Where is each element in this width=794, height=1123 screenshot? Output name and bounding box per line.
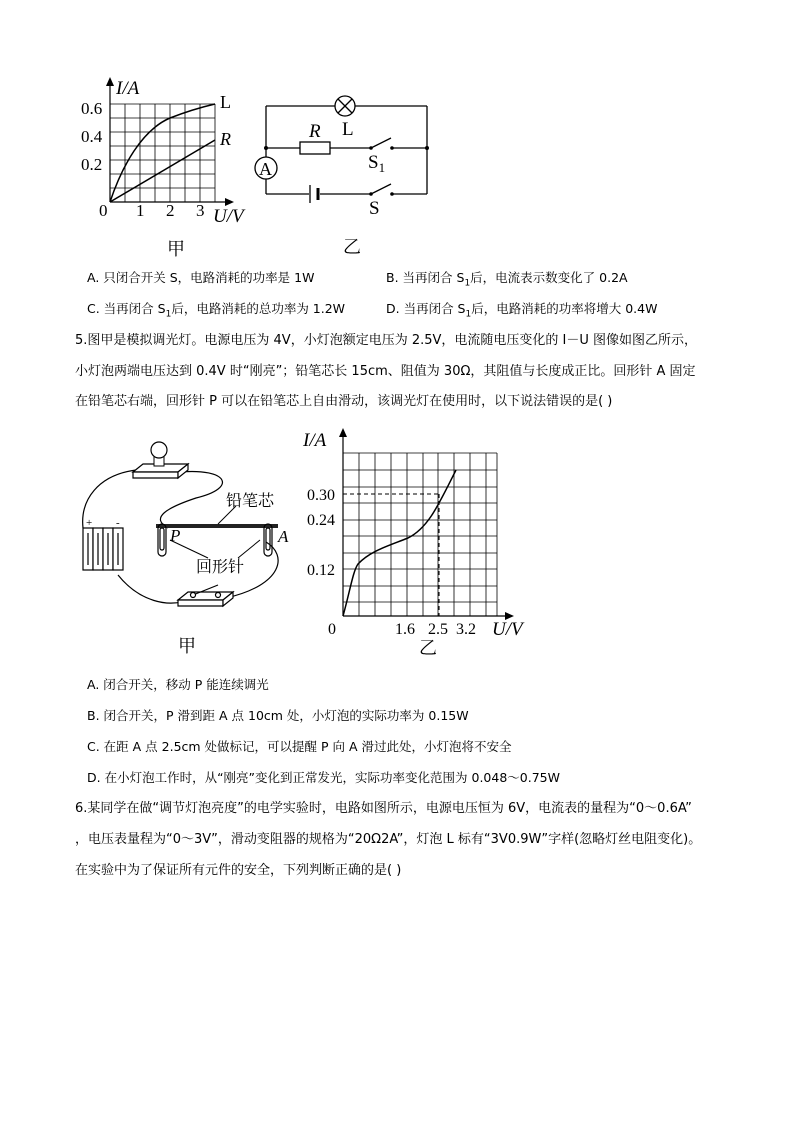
knife-switch-icon — [178, 585, 233, 606]
q5-graph-tick-y: 0.30 — [307, 487, 335, 504]
q5-graph-grid — [343, 453, 497, 616]
q5-stem-line: 在铅笔芯右端，回形针 P 可以在铅笔芯上自由滑动，该调光灯在使用时，以下说法错误的是( ) — [75, 394, 613, 409]
q4-lamp-symbol — [335, 96, 355, 116]
q5-stem-line: 小灯泡两端电压达到 0.4V 时“刚亮”；铅笔芯长 15cm、阻值为 30Ω，其阻值与长度成正比。回形针 A 固定 — [75, 364, 696, 379]
q4-graph-tick-y: 0.4 — [81, 127, 103, 146]
q4-graph-tick-x: 0 — [99, 201, 108, 220]
q4-option-c: C. 当再闭合 $S_1$后，电路消耗的总功率为 1.2W — [87, 301, 346, 320]
q4-graph-tick-x: 3 — [196, 201, 205, 220]
q5-graph-tick-y: 0.24 — [307, 512, 335, 529]
q5-clip-a-label: A — [278, 527, 289, 546]
q4-option-a: A. 只闭合开关 S，电路消耗的功率是 1W — [87, 270, 315, 285]
q5-graph-y-arrow — [339, 428, 347, 437]
q5-apparatus-jia — [78, 440, 308, 665]
q4-graph-grid — [110, 104, 215, 202]
q5-graph-tick-x: 3.2 — [456, 621, 476, 638]
q5-option-b: B. 闭合开关，P 滑到距 A 点 10cm 处，小灯泡的实际功率为 0.15W — [87, 708, 469, 723]
battery-pack-icon — [83, 528, 123, 570]
q4-graph-tick-x: 2 — [166, 201, 175, 220]
q5-fig-yi-caption: 乙 — [419, 638, 437, 658]
q4-graph-jia — [80, 72, 260, 262]
q5-graph-yi — [298, 426, 538, 658]
q5-graph-y-label: I/A — [303, 430, 327, 451]
q6-stem-line: 6.某同学在做“调节灯泡亮度”的电学实验时，电路如图所示，电源电压恒为 6V，电流表的量程为“0～0.6A” — [75, 801, 692, 816]
q5-graph-x-label: U/V — [492, 619, 523, 640]
q4-curve-l-label: L — [220, 92, 231, 112]
q4-resistor-label: R — [309, 121, 321, 142]
q4-graph-tick-y: 0.6 — [81, 99, 103, 118]
q4-line-r — [110, 140, 215, 202]
q5-pencil-lead-label: 铅笔芯 — [226, 493, 275, 510]
q4-fig-jia-caption: 甲 — [167, 239, 185, 259]
q4-line-r-label: R — [220, 129, 231, 149]
q4-graph-y-arrow — [106, 77, 114, 86]
q5-clip-p-label: P — [170, 526, 181, 545]
q5-battery-plus: + — [86, 517, 93, 529]
q4-graph-x-label: U/V — [213, 206, 244, 227]
q5-graph-tick-x: 2.5 — [428, 621, 448, 638]
q4-ammeter-label: A — [259, 159, 272, 179]
q4-lamp-label: L — [342, 119, 354, 140]
q5-stem-line: 5.图甲是模拟调光灯。电源电压为 4V，小灯泡额定电压为 2.5V，电流随电压变化的 I－U 图像如图乙所示， — [75, 333, 698, 348]
q4-resistor-symbol — [300, 142, 330, 154]
q5-option-d: D. 在小灯泡工作时，从“刚亮”变化到正常发光，实际功率变化范围为 0.048～0.75W — [87, 770, 560, 785]
q5-graph-tick-x: 0 — [328, 621, 336, 638]
q5-option-c: C. 在距 A 点 2.5cm 处做标记，可以提醒 P 向 A 滑过此处，小灯泡将不安全 — [87, 739, 512, 754]
q4-switch1-label: $S_1$ — [368, 152, 386, 175]
q4-graph-tick-y: 0.2 — [81, 155, 103, 174]
q5-clip-label: 回形针 — [196, 559, 245, 576]
q6-stem-line: 在实验中为了保证所有元件的安全，下列判断正确的是( ) — [75, 863, 402, 878]
q4-option-d: D. 当再闭合 $S_1$后，电路消耗的功率将增大 0.4W — [386, 301, 658, 320]
q5-fig-jia-caption: 甲 — [178, 636, 196, 656]
bulb-icon — [133, 442, 188, 478]
q4-battery-symbol — [310, 185, 318, 203]
q5-battery-minus: - — [116, 517, 120, 529]
q4-curve-l — [110, 104, 215, 202]
q4-option-b: B. 当再闭合 $S_1$后，电流表示数变化了 0.2A — [386, 270, 628, 289]
q4-graph-y-label: I/A — [116, 78, 140, 99]
q4-graph-tick-x: 1 — [136, 201, 145, 220]
q4-switch-label: S — [369, 198, 380, 219]
q6-stem-line: ，电压表量程为“0～3V”，滑动变阻器的规格为“20Ω2A”，灯泡 L 标有“3V0.9W”字样(忽略灯丝电阻变化)。 — [75, 832, 702, 847]
q4-circuit-yi — [252, 88, 442, 260]
q5-graph-tick-x: 1.6 — [395, 621, 415, 638]
q5-graph-tick-y: 0.12 — [307, 562, 335, 579]
q5-option-a: A. 闭合开关，移动 P 能连续调光 — [87, 677, 269, 692]
q4-fig-yi-caption: 乙 — [343, 237, 361, 257]
q4-graph-x-arrow — [225, 198, 234, 206]
